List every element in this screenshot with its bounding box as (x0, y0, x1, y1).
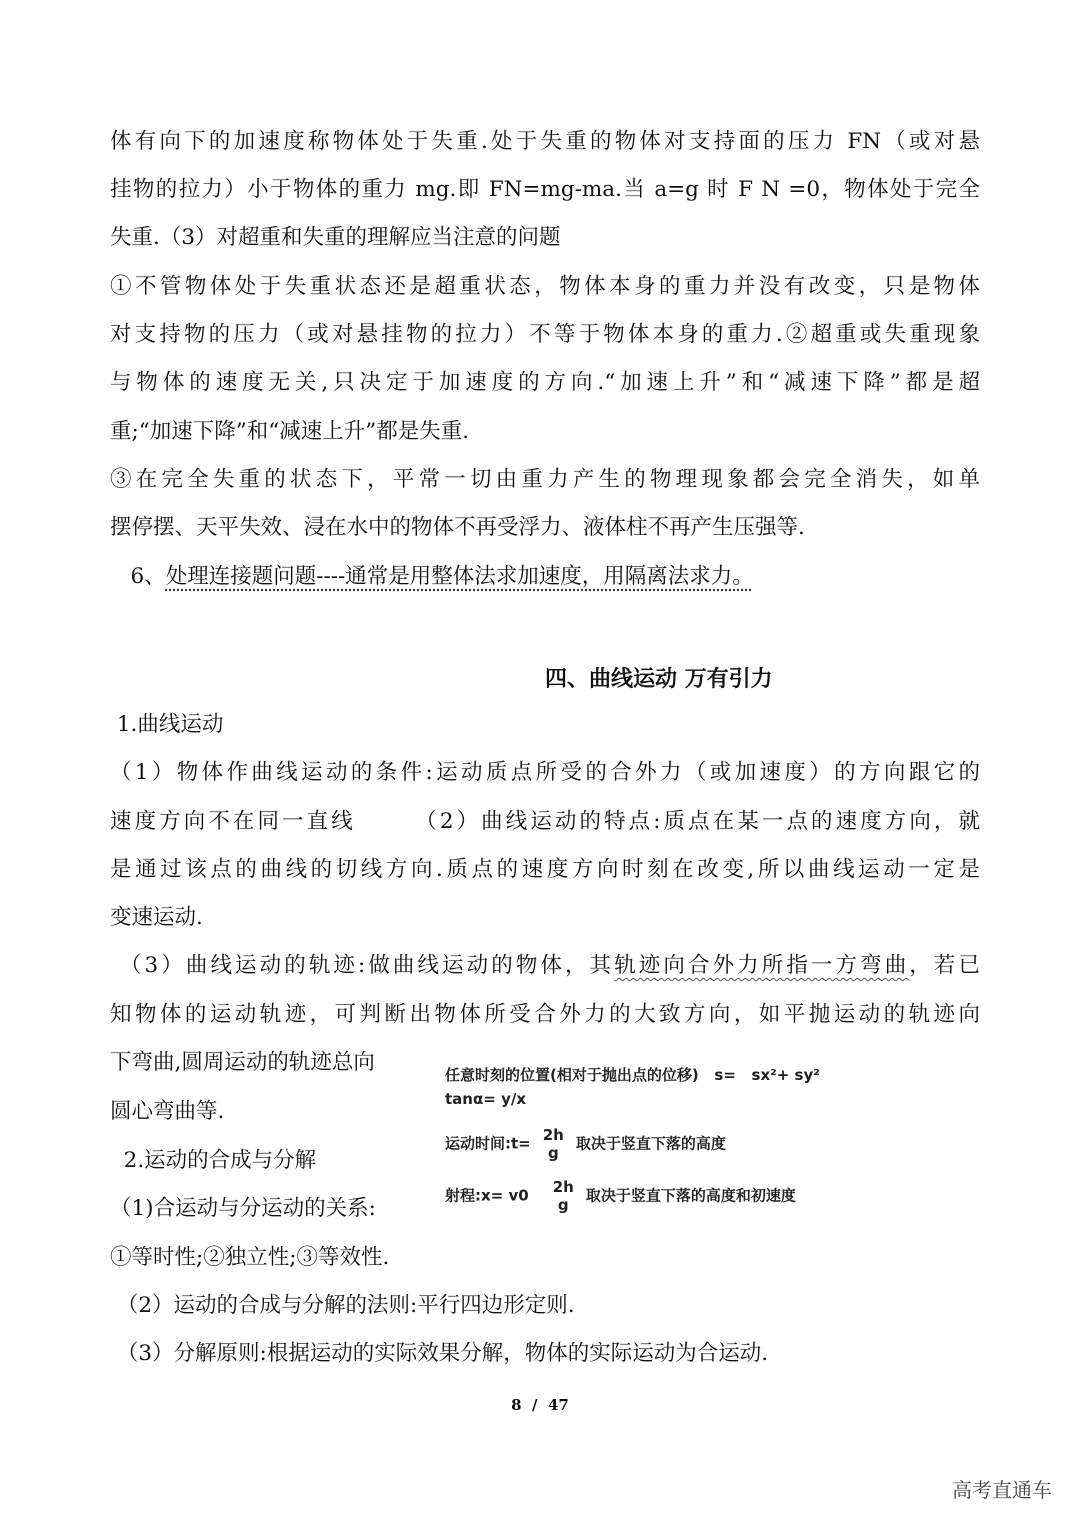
formula-label: 射程:x= v0 (445, 1186, 529, 1205)
text-line: 挂物的拉力）小于物体的重力 mg.即 FN=mg-ma.当 a=g 时 F N =0，物体处于完全 (110, 177, 980, 202)
watermark: 高考直通车 (952, 1478, 1052, 1502)
text-line: 速度方向不在同一直线 （2）曲线运动的特点:质点在某一点的速度方向，就 (110, 809, 980, 834)
text-line: 对支持物的压力（或对悬挂物的拉力）不等于物体本身的重力.②超重或失重现象 (110, 322, 980, 347)
fraction (543, 1126, 564, 1162)
text-line: 与物体的速度无关,只决定于加速度的方向.“加速上升”和“减速下降”都是超 (110, 370, 980, 395)
text-line: ①不管物体处于失重状态还是超重状态，物体本身的重力并没有改变，只是物体 (110, 274, 980, 299)
underlined-text: 轨迹向合外力所指一方弯曲 (614, 953, 910, 978)
formula-note: 取决于竖直下落的高度 (575, 1134, 726, 1153)
text-line: ①等时性;②独立性;③等效性. (110, 1245, 390, 1270)
text-line: 重;“加速下降”和“减速上升”都是失重. (110, 419, 470, 444)
text-line: （2）运动的合成与分解的法则:平行四边形定则. (110, 1293, 575, 1318)
text-line (110, 562, 980, 592)
text-line: 下弯曲,圆周运动的轨迹总向 (110, 1050, 375, 1075)
text-line: （3）分解原则:根据运动的实际效果分解，物体的实际运动为合运动. (110, 1341, 769, 1366)
text-line: 变速运动. (110, 905, 203, 930)
numerator: 2h (542, 1126, 564, 1144)
formula-position (445, 1064, 820, 1085)
denominator: g (557, 1196, 569, 1214)
text-line: 摆停摆、天平失效、浸在水中的物体不再受浮力、液体柱不再产生压强等. (110, 515, 805, 540)
text-line: 圆心弯曲等. (110, 1099, 225, 1124)
formula-label: 运动时间:t= (445, 1134, 531, 1153)
text-segment: （3）曲线运动的轨迹:做曲线运动的物体，其 (110, 953, 615, 978)
formula-eq: s= sx²+ sy² (714, 1066, 820, 1084)
text-line: 体有向下的加速度称物体处于失重.处于失重的物体对支持面的压力 FN（或对悬 (110, 129, 980, 154)
denominator: g (547, 1144, 559, 1162)
text-line: 是通过该点的曲线的切线方向.质点的速度方向时刻在改变,所以曲线运动一定是 (110, 857, 980, 882)
underlined-text: 处理连接题问题----通常是用整体法求加速度，用隔离法求力。 (165, 564, 754, 589)
formula-time (445, 1126, 726, 1162)
text-line: （1)合运动与分运动的关系: (110, 1196, 376, 1221)
text-segment: ，若已 (909, 953, 980, 978)
formula-range (445, 1178, 796, 1214)
item-number: 6、 (110, 564, 166, 589)
formula-note: 取决于竖直下落的高度和初速度 (585, 1186, 796, 1205)
formula-tan: tanα= y/x (445, 1090, 526, 1108)
text-line: 2.运动的合成与分解 (110, 1148, 317, 1173)
page-number: 8 / 47 (511, 1396, 569, 1414)
text-line: 1.曲线运动 (110, 712, 224, 737)
text-line: 失重.（3）对超重和失重的理解应当注意的问题 (110, 225, 561, 250)
formula-label: 任意时刻的位置(相对于抛出点的位移) (445, 1066, 699, 1084)
text-line (110, 951, 980, 981)
section-heading: 四、曲线运动 万有引力 (545, 667, 773, 692)
text-line: （1）物体作曲线运动的条件:运动质点所受的合外力（或加速度）的方向跟它的 (110, 760, 980, 785)
fraction (553, 1178, 574, 1214)
numerator: 2h (552, 1178, 574, 1196)
text-line: 知物体的运动轨迹，可判断出物体所受合外力的大致方向，如平抛运动的轨迹向 (110, 1002, 980, 1027)
text-line: ③在完全失重的状态下，平常一切由重力产生的物理现象都会完全消失，如单 (110, 467, 980, 492)
